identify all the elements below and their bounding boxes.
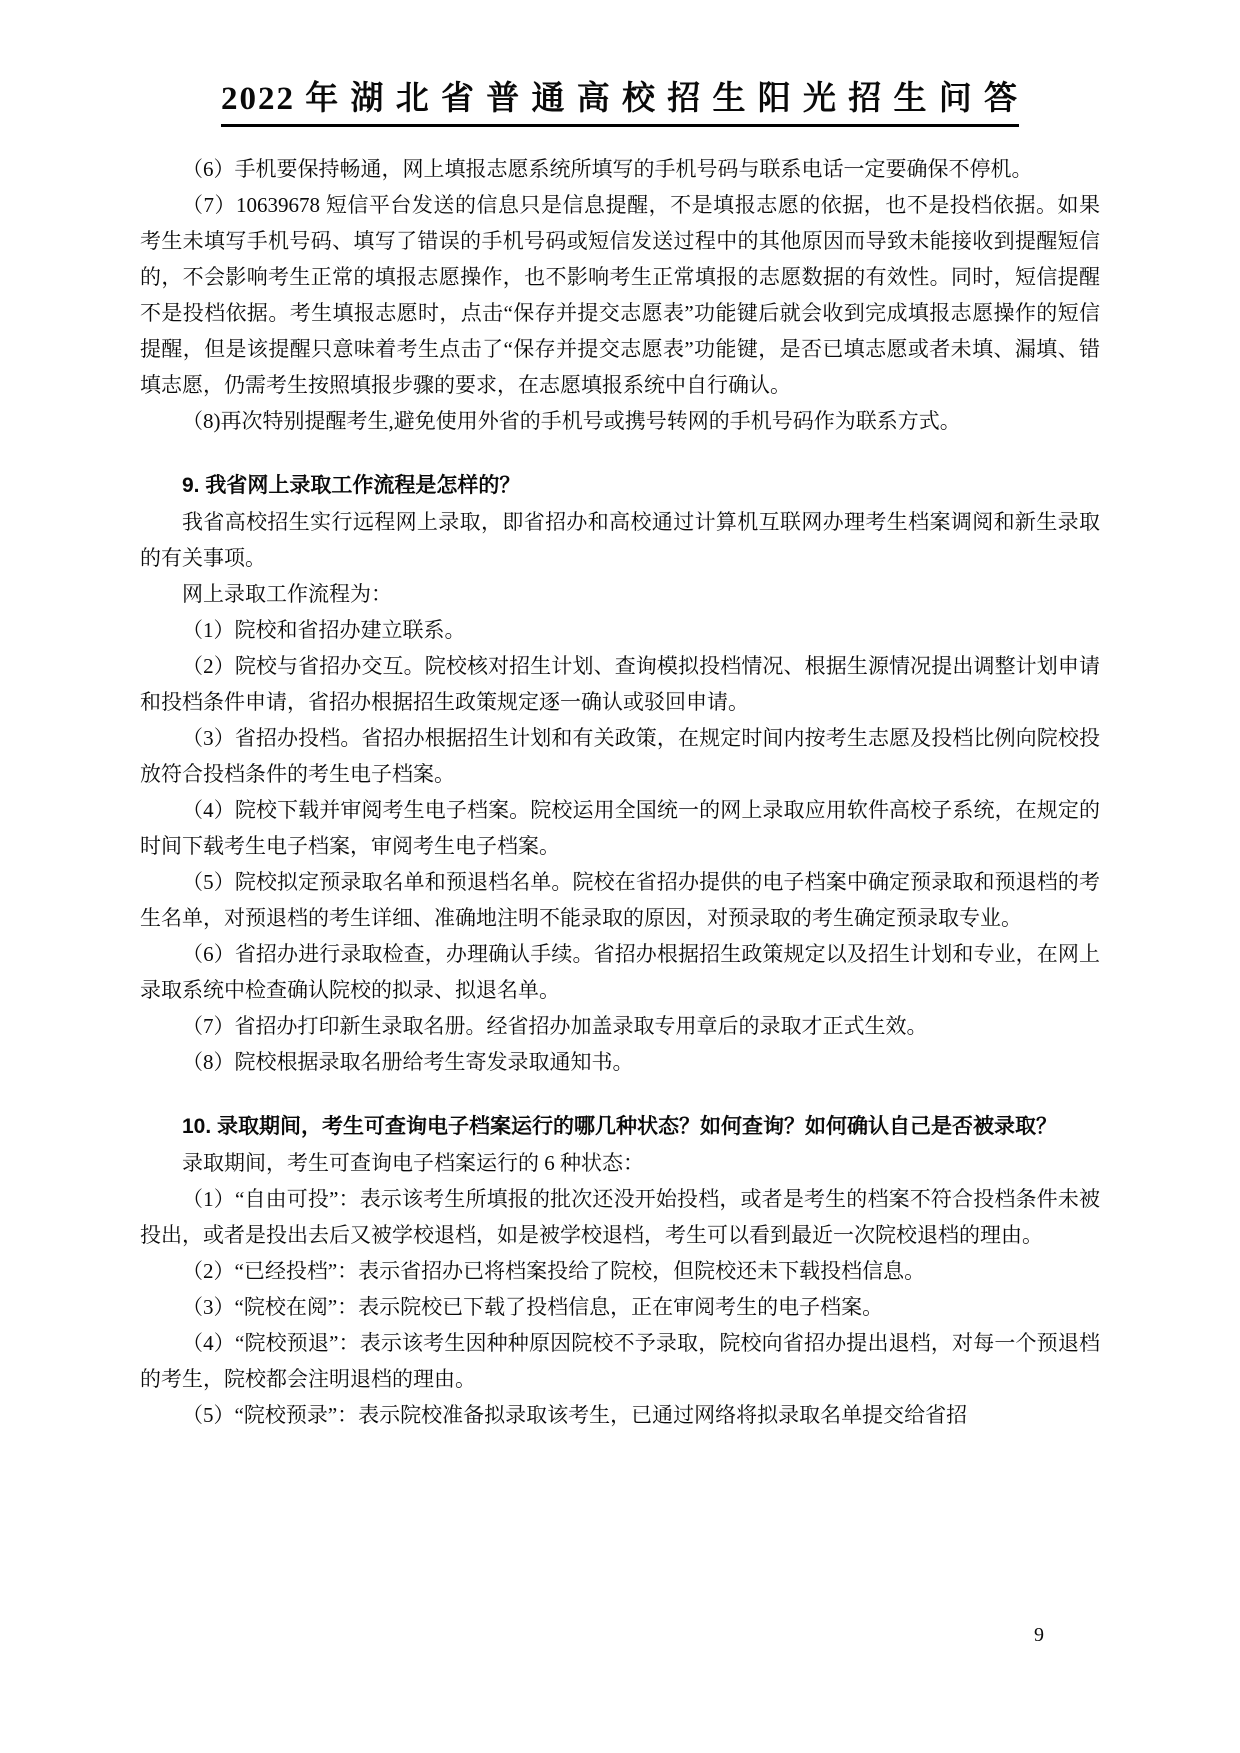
q10-status-4: （4）“院校预退”：表示该考生因种种原因院校不予录取，院校向省招办提出退档，对每一个预退档的考生，院校都会注明退档的理由。 (140, 1331, 1100, 1391)
q9-step-2: （2）院校与省招办交互。院校核对招生计划、查询模拟投档情况、根据生源情况提出调整计划申请和投档条件申请，省招办根据招生政策规定逐一确认或驳回申请。 (140, 654, 1100, 714)
q9-step-1: （1）院校和省招办建立联系。 (182, 618, 466, 642)
section-intro-continuation (140, 151, 1100, 439)
document-header (140, 78, 1100, 127)
page-number: 9 (1034, 1624, 1044, 1646)
section-question-9 (140, 468, 1100, 1080)
question-9-heading: 9. 我省网上录取工作流程是怎样的？ (182, 474, 521, 497)
q10-status-2: （2）“已经投档”：表示省招办已将档案投给了院校，但院校还未下载投档信息。 (182, 1259, 926, 1283)
q9-step-5: （5）院校拟定预录取名单和预退档名单。院校在省招办提供的电子档案中确定预录取和预退档的考生名单，对预退档的考生详细、准确地注明不能录取的原因，对预录取的考生确定预录取专业。 (140, 870, 1100, 930)
q9-step-3: （3）省招办投档。省招办根据招生计划和有关政策，在规定时间内按考生志愿及投档比例向院校投放符合投档条件的考生电子档案。 (140, 726, 1100, 786)
section-question-10 (140, 1109, 1100, 1433)
q9-step-8: （8）院校根据录取名册给考生寄发录取通知书。 (182, 1050, 634, 1074)
q9-step-6: （6）省招办进行录取检查，办理确认手续。省招办根据招生政策规定以及招生计划和专业，在网上录取系统中检查确认院校的拟录、拟退名单。 (140, 942, 1100, 1002)
q10-status-5: （5）“院校预录”：表示院校准备拟录取该考生，已通过网络将拟录取名单提交给省招 (182, 1403, 968, 1427)
q10-paragraph-intro: 录取期间，考生可查询电子档案运行的 6 种状态： (182, 1151, 644, 1175)
question-10-heading: 10. 录取期间，考生可查询电子档案运行的哪几种状态？如何查询？如何确认自己是否被录取？ (182, 1115, 1058, 1138)
q9-step-7: （7）省招办打印新生录取名册。经省招办加盖录取专用章后的录取才正式生效。 (182, 1014, 928, 1038)
document-body (140, 151, 1100, 1433)
paragraph-item-7: （7）10639678 短信平台发送的信息只是信息提醒，不是填报志愿的依据，也不是投档依据。如果考生未填写手机号码、填写了错误的手机号码或短信发送过程中的其他原因而导致未能接收到提醒短信的，不会影响考生正常的填报志愿操作，也不影响考生正常填报的志愿数据的有效性。同时，短信提醒不是投档依据。考生填报志愿时，点击“保存并提交志愿表”功能键后就会收到完成填报志愿操作的短信提醒，但是该提醒只意味着考生点击了“保存并提交志愿表”功能键，是否已填志愿或者未填、漏填、错填志愿，仍需考生按照填报步骤的要求，在志愿填报系统中自行确认。 (140, 193, 1100, 397)
q9-paragraph-flow-intro: 网上录取工作流程为： (182, 582, 392, 606)
page-title: 2022 年 湖 北 省 普 通 高 校 招 生 阳 光 招 生 问 答 (221, 78, 1019, 127)
q10-status-1: （1）“自由可投”：表示该考生所填报的批次还没开始投档，或者是考生的档案不符合投档条件未被投出，或者是投出去后又被学校退档，如是被学校退档，考生可以看到最近一次院校退档的理由。 (140, 1187, 1100, 1247)
q10-status-3: （3）“院校在阅”：表示院校已下载了投档信息，正在审阅考生的电子档案。 (182, 1295, 884, 1319)
q9-step-4: （4）院校下载并审阅考生电子档案。院校运用全国统一的网上录取应用软件高校子系统，在规定的时间下载考生电子档案，审阅考生电子档案。 (140, 798, 1100, 858)
paragraph-item-8: （8)再次特别提醒考生,避免使用外省的手机号或携号转网的手机号码作为联系方式。 (182, 409, 961, 433)
q9-paragraph-overview: 我省高校招生实行远程网上录取，即省招办和高校通过计算机互联网办理考生档案调阅和新生录取的有关事项。 (140, 510, 1100, 570)
paragraph-item-6: （6）手机要保持畅通，网上填报志愿系统所填写的手机号码与联系电话一定要确保不停机。 (182, 157, 1033, 181)
